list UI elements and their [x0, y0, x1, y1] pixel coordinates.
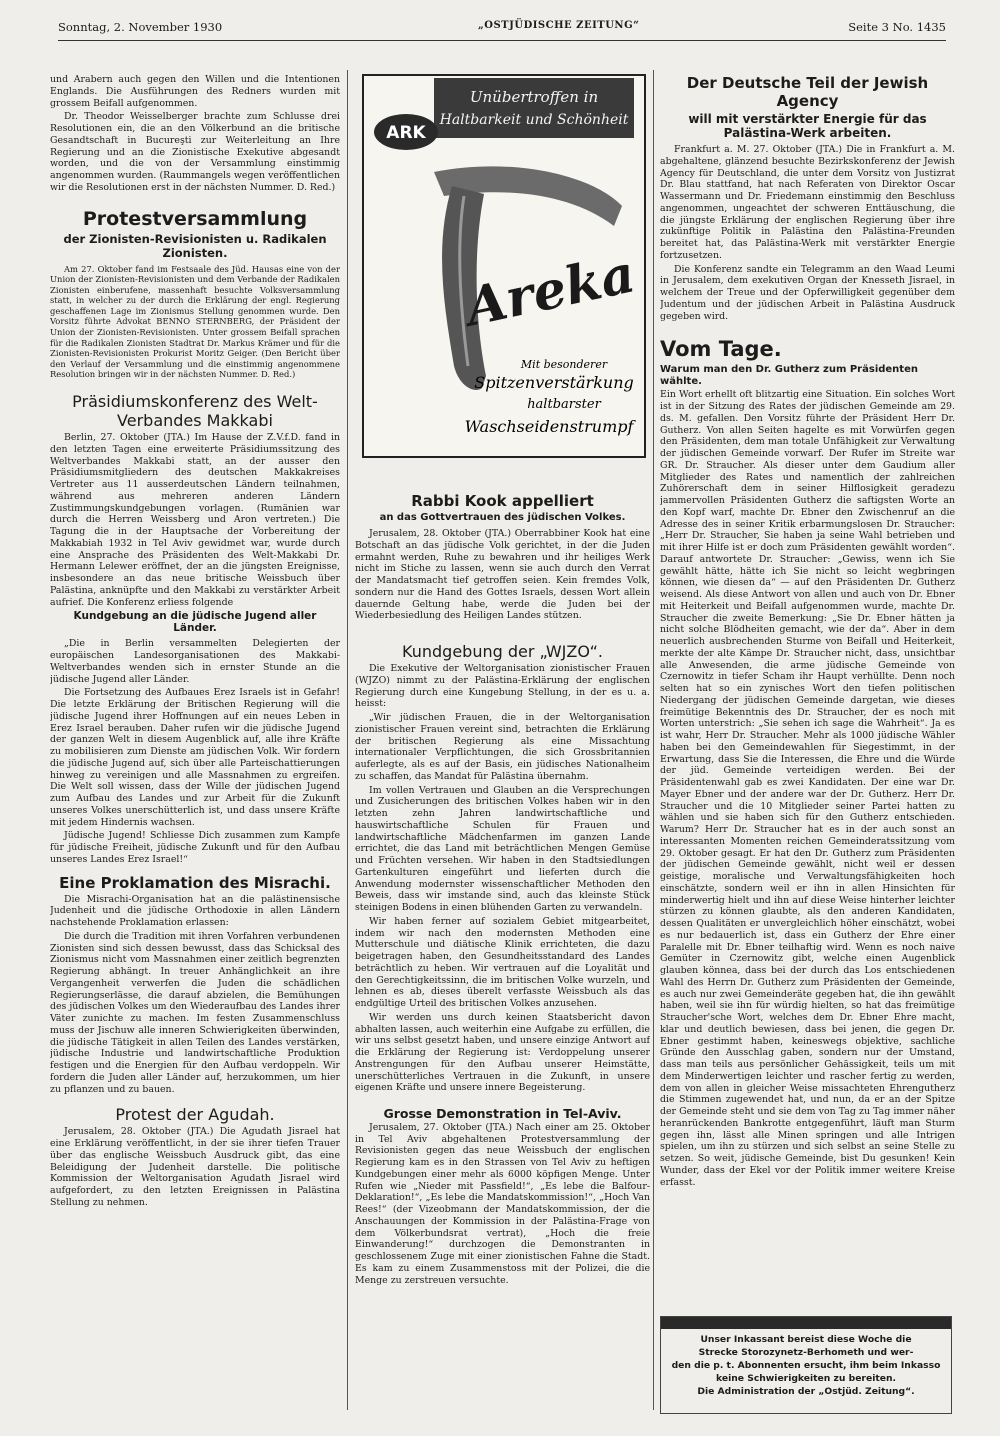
tel-aviv-article: Jerusalem, 27. Oktober (JTA.) Nach einer am 25. Oktober in Tel Aviv abgehaltenen Protestversammlung der Revisionisten gegen das neue Weissbuch der englischen Regierung kam es in den Strassen von Tel Aviv zu heftigen Kundgebungen einer mehr als 6000 köpfigen Menge. Unter Rufen wie „Nieder mit Passfield!“, „Es lebe die Balfour-Deklaration!“, „Es lebe die Mandatskommission!“, „Hoch Van Rees!“ (der Vizeobmann der Mandatskommission, der die Anschauungen der Kommission in der Palästina-Frage von dem Völkerbundsrat vertrat), „Hoch die freie Einwanderung!“ durchzogen die Demonstranten in geschlossenem Zuge mit einer zionistischen Fahne die Stadt. Es kam zu einem Zusammenstoss mit der Polizei, die die Menge zu zerstreuen versuchte. [355, 1121, 650, 1286]
notice-line-1: Unser Inkassant bereist diese Woche die [700, 1334, 912, 1345]
column-divider-left [347, 70, 348, 1410]
wjzo-paragraph-3: Im vollen Vertrauen und Glauben an die Versprechungen und Zusicherungen des britischen Volkes haben wir in den letzten zehn Jahren landwirtschaftliche und hauswirtschaftliche Schulen für Frauen und landwirtschaftliche Mädchenfarmen im ganzen Lande errichtet, die das Land mit beträchtlichen Mengen Gemüse und Früchten versehen. Wir haben in den Stadtsiedlungen Gartenkulturen eingeführt und lieferten durch die Anwendung modernster wissenschaftlicher Methoden den Beweis, dass wir imstande sind, auch das kleinste Stück steinigen Bodens in einen blühenden Garten zu verwandeln. [355, 784, 650, 913]
wjzo-paragraph-1: Die Exekutive der Weltorganisation zionistischer Frauen (WJZO) nimmt zu der Palästina-Erklärung der englischen Regierung durch eine Kungebung Stellung, in der es u. a. heisst: [355, 663, 650, 710]
ad-tagline-3: haltbarster [527, 397, 601, 412]
kook-article: Jerusalem, 28. Oktober (JTA.) Oberrabbiner Kook hat eine Botschaft an das jüdische Volk gerichtet, in der die Juden ermahnt werden, Ruhe zu bewahren und ihr heiliges Werk nicht im Stiche zu lassen, wenn sie auch durch den Verrat der Mandatsmacht tief getroffen seien. Kein fremdes Volk, sondern nur die Hand des Gottes Israels, dessen Wort allein dauernde Geltung habe, werde die Juden bei der Wiederbesiedlung des Heiligen Landes stützen. [355, 528, 650, 622]
areka-stocking-advertisement [362, 74, 646, 458]
kundgebung-paragraph-2: Die Fortsetzung des Aufbaues Erez Israels ist in Gefahr! Die letzte Erklärung der Britischen Regierung will die jüdische Jugend ihrer Hoffnungen auf ein neues Leben in Erez Israel berauben. Daher rufen wir die jüdische Jugend der ganzen Welt in diesem Augenblick auf, alle ihre Kräfte zu mobilisieren zum Dienste am jüdischen Volk. Wir fordern die jüdische Jugend auf, sich über alle Parteischattierungen hinweg zu vereinigen und alle Massnahmen zu ergreifen. Die Welt soll wissen, dass der Wille der jüdischen Jugend zum Aufbau des Landes und zur Arbeit für die Zukunft unseres Volkes unerschütterlich ist, und dass unsere Kräfte mit jedem Hindernis wachsen. [50, 687, 340, 828]
vom-tage-article: Ein Wort erhellt oft blitzartig eine Situation. Ein solches Wort ist in der Sitzung des Rates der jüdischen Gemeinde am 29. ds. M. gefallen. Den Vorsitz führte der Präsident Herr Dr. Gutherz. Von allen Seiten hagelte es mit Vorwürfen gegen den Präsidenten, dem man totale Unfähigkeit zur Verwaltung der jüdischen Gemeinde vorwarf. Der Rufer im Streite war GR. Dr. Straucher. Als dieser unter dem Gaudium aller Mitglieder des Rates und namentlich der zahlreichen Zuhörerschaft dem in seiner Hilflosigkeit geradezu jammervollen Präsidenten Gutherz die saftigsten Worte an den Kopf warf, machte Dr. Ebner den Zwischenruf an die Adresse des in seiner Kritik erbarmungslosen Dr. Straucher: „Herr Dr. Straucher, Sie haben ja seine Wahl betrieben und mit ihrer Hilfe ist er doch zum Präsidenten gewählt worden“. Darauf antwortete Dr. Straucher: „Gewiss, wenn ich Sie gewählt hätte, hätte ich Sie nicht so leicht wegbringen können, wie diesen da“ — auf den Präsidenten Dr. Gutherz weisend. Als diese Antwort von allen und auch von Dr. Ebner mit Heiterkeit und Beifall aufgenommen wurde, machte Dr. Straucher die zweite Bemerkung: „Sie Dr. Ebner hätten ja nicht solche Blödheiten gemacht, wie der da“. Aber in dem neuerlich ausbrechenden Sturme von Beifall und Heiterkeit, merkte der alte Kämpe Dr. Straucher nicht, dass, unsichtbar alle Anwesenden, die arme jüdische Gemeinde von Czernowitz in tiefer Scham ihr Haupt verhüllte. Denn noch selten hat so ein zynisches Wort den tiefen politischen Niedergang der jüdischen Gemeinde dargetan, wie dieses freimütige Bekenntnis des Dr. Straucher, der es noch mit Worten unterstrich: „Sie sehen ich sage die Wahrheit“. Ja es ist wahr, Herr Dr. Straucher. Mehr als 1000 jüdische Wähler haben bei den Gemeindewahlen für Siegestimmt, in der Erwartung, dass Sie die Interessen, die Ehre und die Würde der jüd. Gemeinde verteidigen werden. Bei der Präsidentenwahl gab es zwei Kandidaten. Der eine war Dr. Mayer Ebner und der andere war der Dr. Gutherz. Herr Dr. Straucher und die 10 Mitglieder seiner Partei hatten zu wählen und sie haben sich für den Gutherz entschieden. Warum? Herr Dr. Straucher hat es in der auch sonst an interessanten Momenten reichen Gemeinderatssitzung vom 29. Oktober gesagt. Er hat den Dr. Gutherz zum Präsidenten der jüdischen Gemeinde gewählt, nicht weil er dessen geistige, moralische und Verwaltungsfähigkeiten hoch einschätzte, sondern weil er ihn in allen Hinsichten für minderwertig hielt und ihn auf diese Weise hinterher leichter stürzen zu können glaubte, als den anderen Kandidaten, dessen Qualitäten er unvergleichlich höher einschätzt, wobei es nur bedauerlich ist, dass ein Gutherz der Ehre einer Paralelle mit Dr. Ebner teilhaftig wird. Wenn es noch naive Gemüter in Czernowitz gibt, welche einen Augenblick glauben könnea, dass bei der durch das Los entschiedenen Wahl des Herrn Dr. Gutherz zum Präsidenten der Gemeinde, es auch nur zwei Gemeinderäte gegeben hat, die ihn gewählt haben, weil sie ihn für würdig hielten, so hat das freimütige Straucher'sche Wort, welches dem Dr. Ebner Ehre macht, klar und deutlich bewiesen, dass bei jenen, die gegen Dr. Ebner gestimmt haben, keineswegs objektive, sachliche Gründe den Ausschlag gaben, sondern nur der Umstand, dass man teils aus persönlicher Gehässigkeit, teils um mit dem Minderwertigen leichter und rascher fertig zu werden, dem von allen in gleicher Weise missachteten Ehrengutherz die Stimmen zugewendet hat, und nun, da er an der Spitze der Gemeinde steht und sie dem von Tag zu Tag immer näher heranrückenden Bankrotte entgegenführt, läuft man Sturm gegen ihn, lässt alle Minen springen und alle Intrigen spielen, um ihn zu stürzen und sich selbst an seine Stelle zu setzen. So weit, jüdische Gemeinde, bist Du gesunken! Kein Wunder, dass der Ekel vor der Politik immer weitere Kreise erfasst. [660, 389, 955, 1188]
notice-black-bar [661, 1317, 951, 1329]
ad-tagline-1: Mit besonderer [520, 358, 608, 371]
jewish-agency-paragraph-1: Frankfurt a. M. 27. Oktober (JTA.) Die in Frankfurt a. M. abgehaltene, glänzend besuchte Bezirkskonferenz der Jewish Agency für Deutschland, die unter dem Vorsitz von Justizrat Dr. Blau stattfand, hat nach Referaten von Direktor Oscar Wassermann und Dr. Friedemann einstimmig den Beschluss angenommen, ungeachtet der schweren Enttäuschung, die die jüngste Erklärung der englischen Regierung über ihre zukünftige Politik in Palästina den Palästina-Freunden bereitet hat, das Palästina-Werk mit verstärkter Energie fortzusetzen. [660, 144, 955, 261]
ad-slogan-line-1: Unübertroffen in [469, 88, 599, 106]
kundgebung-paragraph-3: Jüdische Jugend! Schliesse Dich zusammen zum Kampfe für jüdische Freiheit, jüdische Zukunft und für den Aufbau unseres Landes Erez Israel!“ [50, 830, 340, 865]
ad-slogan-line-2: Haltbarkeit und Schönheit [439, 112, 629, 128]
intro-paragraph-2: Dr. Theodor Weisselberger brachte zum Schlusse drei Resolutionen ein, die an den Völkerbund an die britische Gesandtschaft in Bucureşti zur Weiterleitung an Ihre Regierung und an die Zionistische Exekutive abgesandt worden, und die von der Versammlung einstimmig angenommen wurden. (Raummangels wegen veröffentlichen wir die Resolutionen erst in der nächsten Nummer. D. Red.) [50, 111, 340, 193]
header-rule [58, 40, 946, 41]
kundgebung-paragraph-1: „Die in Berlin versammelten Delegierten der europäischen Landesorganisationen des Makkabi-Weltverbandes wenden sich in ernster Stunde an die jüdische Jugend aller Länder. [50, 638, 340, 685]
protest-headline: Protestversammlung [82, 207, 308, 230]
misrachi-headline: Eine Proklamation des Misrachi. [59, 873, 331, 892]
makkabi-headline: Präsidiumskonferenz des Welt-Verbandes Makkabi [72, 392, 318, 431]
wjzo-paragraph-2: „Wir jüdischen Frauen, die in der Weltorganisation zionistischer Frauen vereint sind, betrachten die Erklärung der britischen Regierung als eine Missachtung internationaler Verpflichtungen, die sich Grossbritannien auferlegte, als es auf der Basis, ein jüdisches Nationalheim zu schaffen, das Mandat für Palästina übernahm. [355, 712, 650, 782]
header-date: Sonntag, 2. November 1930 [58, 20, 223, 34]
makkabi-article: Berlin, 27. Oktober (JTA.) Im Hause der Z.V.f.D. fand in den letzten Tagen eine erweiterte Präsidiumssitzung des Weltverbandes Makkabi statt, an der ausser den Präsidiumsmitgliedern des deutschen Makkakreises Vertreter aus 11 ausserdeutschen Ländern teilnahmen, während aus mehreren anderen Ländern Zustimmungskundgebungen vorlagen. (Rumänien war durch die Herren Weissberg und Aron vertreten.) Die Tagung die in der Hauptsache der Vorbereitung der Makkabiah 1932 in Tel Aviv gewidmet war, wurde durch eine Ansprache des Präsidenten des Welt-Makkabi Dr. Hermann Lelewer eröffnet, der an die jüngsten Ereignisse, insbesondere an das neue britische Weissbuch über Palästina, anknüpfte und den Makkabi zu verstärkter Arbeit aufrief. Die Konferenz erliess folgende [50, 432, 340, 608]
ad-banner [434, 78, 634, 138]
kook-headline: Rabbi Kook appelliert [411, 492, 594, 510]
column-divider-right [653, 70, 654, 1410]
notice-line-4: Die Administration der „Ostjüd. Zeitung“. [697, 1386, 915, 1397]
vom-tage-headline: Vom Tage. [660, 337, 782, 362]
agudah-article: Jerusalem, 28. Oktober (JTA.) Die Agudath Jisrael hat eine Erklärung veröffentlicht, in der sie ihrer tiefen Trauer über das englische Weissbuch Ausdruck gibt, das eine Beleidigung der Judenheit darstelle. Die politische Kommission der Weltorganisation Agudath Jisrael wird aufgefordert, zu den letzten Ereignissen in Palästina Stellung zu nehmen. [50, 1126, 340, 1208]
wjzo-paragraph-5: Wir werden uns durch keinen Staatsbericht davon abhalten lassen, auch weiterhin eine Aufgabe zu erfüllen, die wir uns selbst gesetzt haben, und unsere einzige Antwort auf die Erklärung der Regierung ist: Verdoppelung unserer Anstrengungen für den Aufbau unserer Heimstätte, unerschütterliches Vertrauen in die Zukunft, in unsere eigenen Kräfte und unsere innere Begeisterung. [355, 1011, 650, 1094]
ark-logo-text: ARK [386, 123, 426, 143]
collection-notice-box [660, 1316, 952, 1414]
protest-subheadline: der Zionisten-Revisionisten u. Radikalen Zionisten. [63, 231, 327, 260]
wjzo-headline: Kundgebung der „WJZO“. [402, 642, 603, 661]
stocking-illustration [364, 76, 644, 456]
intro-paragraph-1: und Arabern auch gegen den Willen und die Intentionen Englands. Die Ausführungen des Redners wurden mit grossem Beifall aufgenommen. [50, 74, 340, 109]
kook-subheadline: an das Gottvertrauen des jüdischen Volkes. [379, 512, 626, 523]
tel-aviv-headline: Grosse Demonstration in Tel-Aviv. [383, 1106, 622, 1121]
column-right [660, 74, 955, 1404]
vom-tage-lead: Warum man den Dr. Gutherz zum Präsidenten wählte. [660, 364, 918, 388]
misrachi-paragraph-2: Die durch die Tradition mit ihren Vorfahren verbundenen Zionisten sind sich dessen bewusst, dass das Schicksal des Zionismus nicht vom Massnahmen einer zeitlich begrenzten Regierung abhängt. In treuer Anhänglichkeit an ihre Vergangenheit verwerfen die Juden die schädlichen Regierungserlässe, die darauf abzielen, die Bemühungen des jüdischen Volkes um den Wiederaufbau des Landes ihrer Väter zunichte zu machen. Im festen Zusammenschluss muss der Jischuw alle inneren Schwierigkeiten überwinden, die jüdische Tätigkeit in allen Teilen des Landes verstärken, jüdische Industrie und landwirtschaftliche Produktion festigen und die Energien für den Aufbau verdoppeln. Wir fordern die Juden aller Länder auf, herzukommen, um hier zu pflanzen und zu bauen. [50, 930, 340, 1095]
notice-line-3: den die p. t. Abonnenten ersucht, ihm beim Inkasso keine Schwierigkeiten zu bereiten. [671, 1360, 941, 1384]
protest-article: Am 27. Oktober fand im Festsaale des Jüd. Hausas eine von der Union der Zionisten-Revisionisten und dem Verbande der Radikalen Zionisten einberufene, massenhaft besuchte Volksversammlung statt, in welcher zu der durch die Erklärung der engl. Regierung geschaffenen Lage im Zionismus Stellung genommen wurde. Den Vorsitz führte Advokat BENNO STERNBERG, der Präsident der Union der Zionisten-Revisionisten. Unter grossem Beifall sprachen für die Radikalen Zionisten Stadtrat Dr. Markus Krämer und für die Zionisten-Revisionisten Prokurist Moritz Geiger. (Den Bericht über den Verlauf der Versammlung und die einstimmig angenommene Resolution bringen wir in der nächsten Nummer. D. Red.) [50, 263, 340, 380]
header-page-number: Seite 3 No. 1435 [848, 20, 946, 34]
page-header [58, 20, 946, 38]
areka-brand-name: Areka [460, 243, 641, 339]
notice-text [661, 1329, 951, 1402]
jewish-agency-subheadline: will mit verstärkter Energie für das Palästina-Werk arbeiten. [688, 112, 927, 140]
misrachi-paragraph-1: Die Misrachi-Organisation hat an die palästinensische Judenheit und die jüdische Orthodoxie in allen Ländern nachstehende Proklamation erlassen: [50, 893, 340, 929]
notice-line-2: Strecke Storozynetz-Berhometh und wer- [698, 1347, 914, 1358]
header-paper-name: „OSTJÜDISCHE ZEITUNG“ [478, 20, 640, 31]
agudah-headline: Protest der Agudah. [115, 1105, 275, 1125]
kundgebung-headline: Kundgebung an die jüdische Jugend aller Länder. [73, 610, 317, 635]
jewish-agency-headline: Der Deutsche Teil der Jewish Agency [686, 74, 929, 110]
column-middle [355, 470, 650, 1400]
column-left [50, 74, 340, 1404]
jewish-agency-paragraph-2: Die Konferenz sandte ein Telegramm an den Waad Leumi in Jerusalem, dem exekutiven Organ der Knesseth Jisrael, in welchem der Treue und der Opferwilligkeit gegenüber dem Judentum und der jüdischen Arbeit in Palästina Ausdruck gegeben wird. [660, 263, 955, 322]
ad-tagline-2: Spitzenverstärkung [474, 373, 634, 392]
ad-tagline-4: Waschseidenstrumpf [464, 417, 634, 436]
wjzo-paragraph-4: Wir haben ferner auf sozialem Gebiet mitgearbeitet, indem wir nach den modernsten Methoden eine Mutterschule und diätische Klinik errichteten, die dazu beigetragen haben, den Gesundheitsstandard des Landes beträchtlich zu heben. Wir vertrauen auf die Loyalität und den Gerechtigkeitssinn, die im britischen Volke wurzeln, und lehnen es ab, dieses überelt verfasste Weissbuch als das endgültige Urteil des britischen Volkes anzusehen. [355, 915, 650, 1009]
